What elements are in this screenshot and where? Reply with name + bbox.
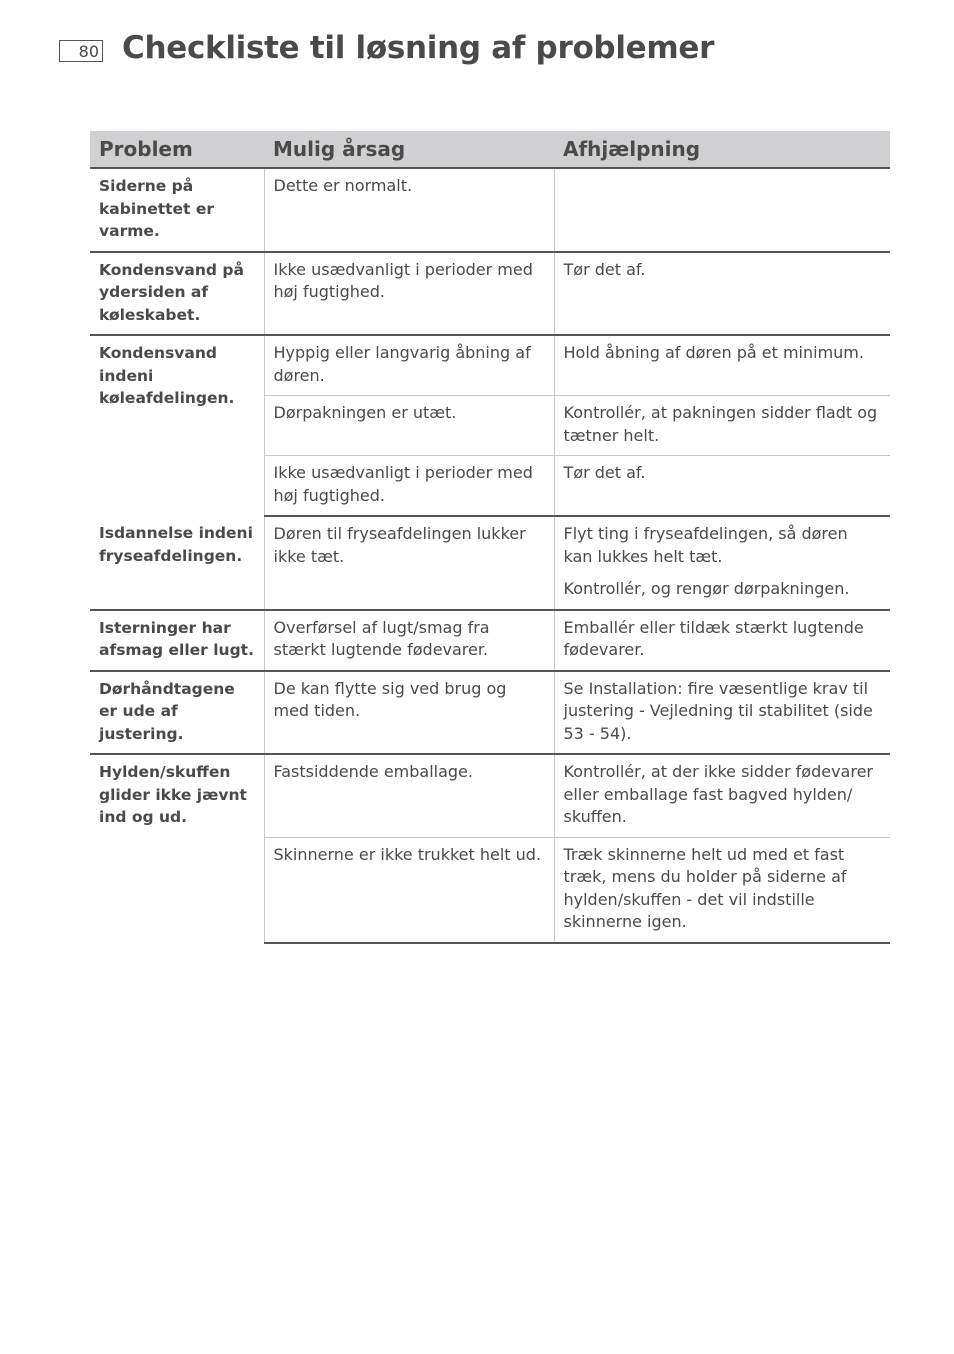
cause-cell: Overførsel af lugt/smag fra stærkt lugtende fødevarer. [264,610,554,671]
problem-cell: Hylden/skuffen glider ikke jævnt ind og ud. [99,763,247,826]
cause-cell: Dette er normalt. [264,168,554,252]
remedy-cell [554,610,890,671]
table-row [90,516,890,610]
remedy-cell [554,456,890,517]
problem-cell: Siderne på kabinettet er varme. [90,168,264,252]
table-row [90,335,890,396]
page-title: Checkliste til løsning af problemer [122,30,715,66]
header-problem: Problem [90,131,264,168]
remedy-cell [554,252,890,336]
problem-cell: Kondensvand indeni køleafdelingen. [99,344,235,407]
table-row [90,252,890,336]
table-header-row [90,131,890,168]
table-row [90,168,890,252]
remedy-text: Hold åbning af døren på et minimum. [563,343,864,362]
remedy-text: Tør det af. [563,259,646,279]
table-row [90,610,890,671]
remedy-cell [554,168,890,252]
remedy-text: Kontrollér, at pakningen sidder fladt og tætner helt. [563,403,878,445]
table-row [90,754,890,837]
remedy-text: Se Installation: fire væsentlige krav til justering - Vejledning til stabilitet (side 53 - 54). [563,678,873,743]
remedy-text: Træk skinnerne helt ud med et fast træk, mens du holder på siderne af hylden/skuffen - det vil indstille skinnerne igen. [563,844,847,931]
cause-cell: Hyppig eller langvarig åbning af døren. [264,335,554,396]
remedy-cell [554,671,890,755]
problem-cell: Kondensvand på ydersiden af køleskabet. [90,252,264,336]
remedy-cell [554,754,890,837]
remedy-text: Tør det af. [563,463,646,482]
troubleshooting-table [90,131,890,944]
problem-cell: Isdannelse indeni fryseafdelingen. [90,516,264,610]
remedy-cell [554,396,890,456]
cause-cell: De kan flytte sig ved brug og med tiden. [264,671,554,755]
cause-cell: Døren til fryseafdelingen lukker ikke tæt. [264,516,554,610]
remedy-text: Kontrollér, og rengør dørpakningen. [563,579,850,598]
problem-cell: Isterninger har afsmag eller lugt. [90,610,264,671]
problem-cell: Dørhåndtagene er ude af justering. [90,671,264,755]
cause-cell: Skinnerne er ikke trukket helt ud. [264,837,554,943]
remedy-cell [554,335,890,396]
header-cause: Mulig årsag [264,131,554,168]
remedy-text: Flyt ting i fryseafdelingen, så døren kan lukkes helt tæt. [563,524,848,566]
remedy-cell [554,837,890,943]
header-remedy: Afhjælpning [554,131,890,168]
cause-cell: Ikke usædvanligt i perioder med høj fugtighed. [264,252,554,336]
table-body [90,168,890,943]
table-row [90,671,890,755]
cause-cell: Ikke usædvanligt i perioder med høj fugtighed. [264,456,554,517]
page-number: 80 [59,40,103,62]
cause-cell: Fastsiddende emballage. [264,754,554,837]
remedy-text: Emballér eller tildæk stærkt lugtende fødevarer. [563,617,864,659]
remedy-text: Kontrollér, at der ikke sidder fødevarer eller emballage fast bagved hylden/ skuffen. [563,762,874,826]
remedy-cell [554,516,890,610]
cause-cell: Dørpakningen er utæt. [264,396,554,456]
